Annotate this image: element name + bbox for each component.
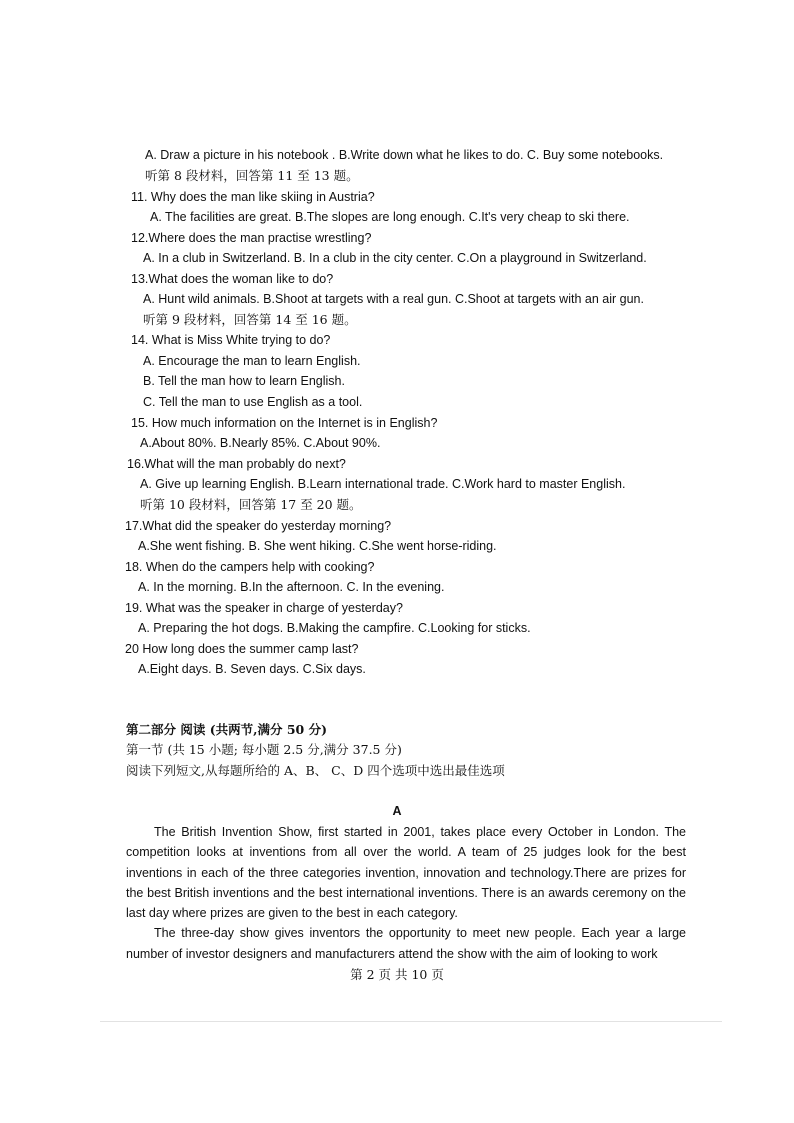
- page-footer: 第 2 页 共 10 页: [350, 967, 444, 982]
- options-18: A. In the morning. B.In the afternoon. C. In the evening.: [138, 580, 445, 594]
- options-15: A.About 80%. B.Nearly 85%. C.About 90%.: [140, 436, 381, 450]
- reading-instruction: 阅读下列短文,从每题所给的 A、B、 C、D 四个选项中选出最佳选项: [126, 763, 505, 778]
- question-17: 17.What did the speaker do yesterday morning?: [125, 519, 392, 533]
- part-title: 第二部分 阅读 (共两节,满分 50 分): [126, 722, 327, 737]
- options-16: A. Give up learning English. B.Learn international trade. C.Work hard to master English.: [140, 477, 626, 491]
- options-12: A. In a club in Switzerland. B. In a club in the city center. C.On a playground in Switzerland.: [143, 251, 647, 265]
- question-18: 18. When do the campers help with cooking?: [125, 560, 375, 574]
- option-14-a: A. Encourage the man to learn English.: [143, 354, 361, 368]
- options-11: A. The facilities are great. B.The slopes are long enough. C.It's very cheap to ski there.: [150, 210, 630, 224]
- options-13: A. Hunt wild animals. B.Shoot at targets with a real gun. C.Shoot at targets with an air gun.: [143, 292, 644, 306]
- section-title: 第一节 (共 15 小题; 每小题 2.5 分,满分 37.5 分): [126, 742, 402, 757]
- options-19: A. Preparing the hot dogs. B.Making the campfire. C.Looking for sticks.: [138, 621, 531, 635]
- section-note-10: 听第 10 段材料，回答第 17 至 20 题。: [140, 497, 362, 512]
- section-note-9: 听第 9 段材料，回答第 14 至 16 题。: [143, 312, 357, 327]
- passage-a: [126, 822, 686, 964]
- question-20: 20 How long does the summer camp last?: [125, 642, 359, 656]
- passage-paragraph-1: The British Invention Show, first started in 2001, takes place every October in London. The competition looks at inventions from all over the world. A team of 25 judges look for the best inventions in each of the three categories invention, innovation and technology.There are prizes for the best British inventions and the best international inventions. There is an awards ceremony on the last day where prizes are given to the best in each category.: [126, 825, 686, 921]
- question-14: 14. What is Miss White trying to do?: [131, 333, 331, 347]
- question-11: 11. Why does the man like skiing in Austria?: [131, 190, 375, 204]
- options-17: A.She went fishing. B. She went hiking. C.She went horse-riding.: [138, 539, 497, 553]
- bottom-divider: [100, 1021, 722, 1022]
- passage-label: A: [392, 804, 402, 818]
- question-12: 12.Where does the man practise wrestling?: [131, 231, 372, 245]
- question-19: 19. What was the speaker in charge of yesterday?: [125, 601, 403, 615]
- question-16: 16.What will the man probably do next?: [127, 457, 346, 471]
- options-20: A.Eight days. B. Seven days. C.Six days.: [138, 662, 366, 676]
- option-14-c: C. Tell the man to use English as a tool.: [143, 395, 363, 409]
- section-note-8: 听第 8 段材料，回答第 11 至 13 题。: [145, 168, 359, 183]
- passage-paragraph-2: The three-day show gives inventors the opportunity to meet new people. Each year a large number of investor designers and manufacturers attend the show with the aim of looking to work: [126, 926, 686, 961]
- option-14-b: B. Tell the man how to learn English.: [143, 374, 345, 388]
- option-line-10: A. Draw a picture in his notebook . B.Write down what he likes to do. C. Buy some notebooks.: [145, 148, 664, 162]
- question-15: 15. How much information on the Internet is in English?: [131, 416, 438, 430]
- question-13: 13.What does the woman like to do?: [131, 272, 334, 286]
